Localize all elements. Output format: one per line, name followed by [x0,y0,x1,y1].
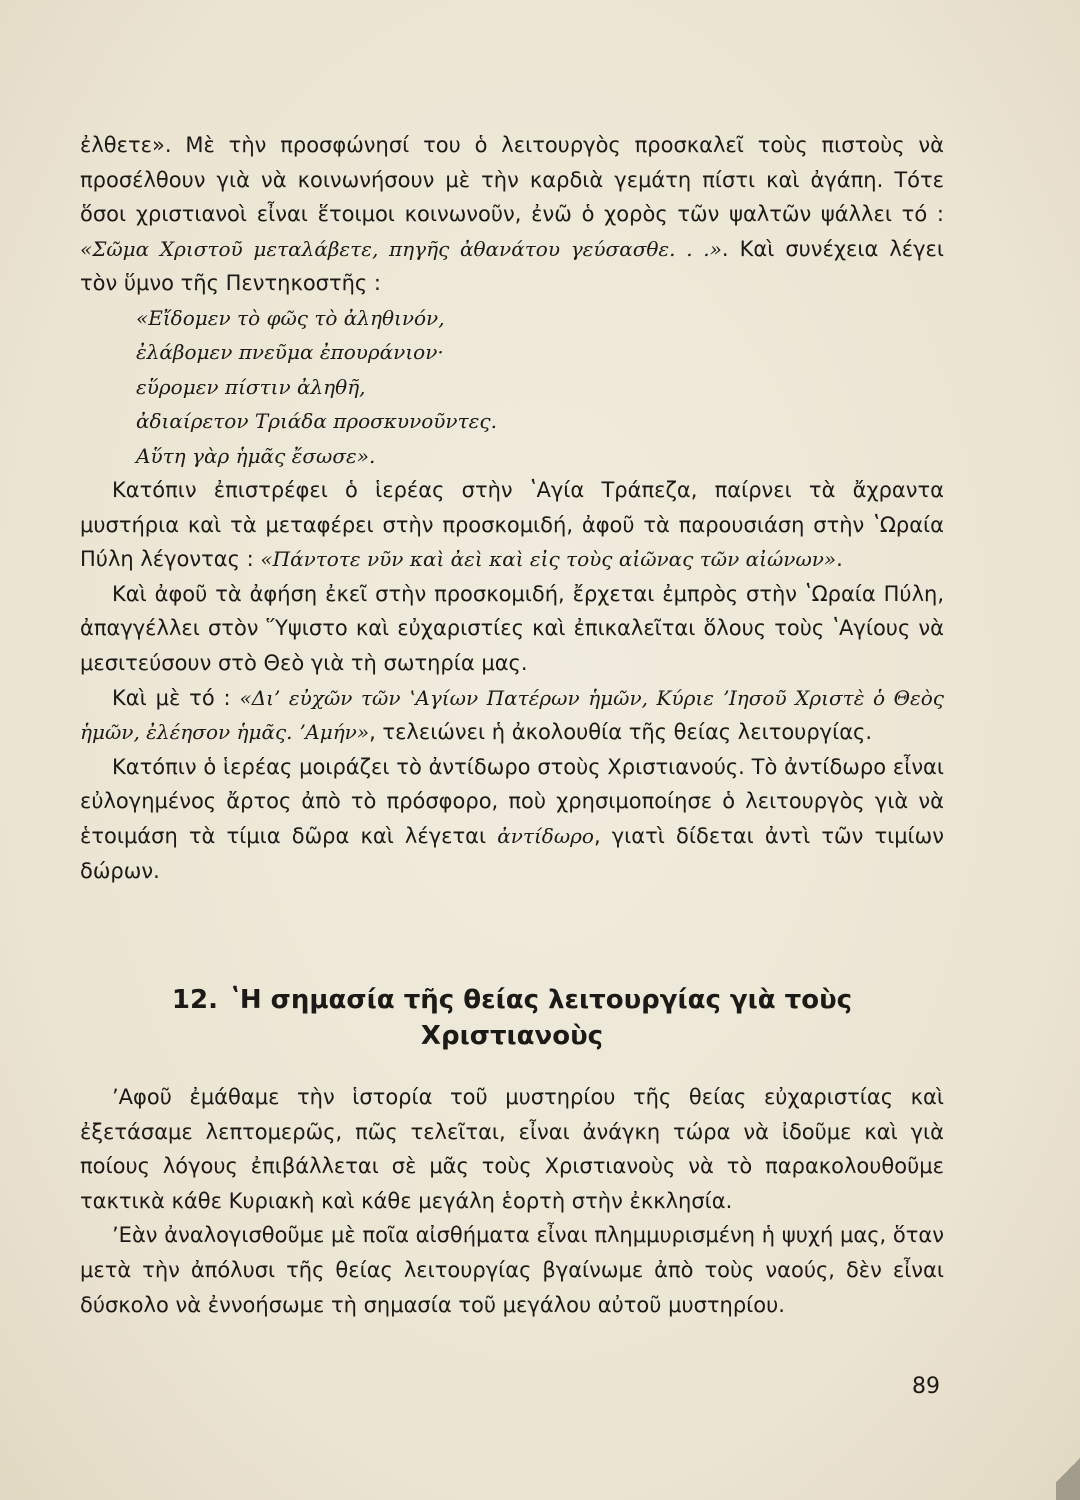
paragraph [80,577,944,681]
paragraph [80,681,944,750]
hymn-line: εὕρομεν πίστιν ἀληθῆ, [136,374,366,399]
text-run: . [836,547,843,572]
hymn-line: «Εἴδομεν τὸ φῶς τὸ ἀληθινόν, [136,305,445,330]
hymn-line: Αὕτη γὰρ ἡμᾶς ἔσωσε». [136,443,376,468]
page-number: 89 [912,1374,940,1399]
section-number: 12. [171,985,218,1015]
page-edge-shadow [1056,1440,1080,1500]
italic-quote: «Σῶμα Χριστοῦ μεταλάβετε, πηγῆς ἀθανάτου γεύσασθε. . .» [80,236,722,261]
italic-quote: «Πάντοτε νῦν καὶ ἀεὶ καὶ εἰς τοὺς αἰῶνας τῶν αἰώνων» [260,547,837,572]
hymn-line: ἐλάβομεν πνεῦμα ἐπουράνιον· [136,340,444,365]
paragraph: ʼΕὰν ἀναλογισθοῦμε μὲ ποῖα αἰσθήματα εἶναι πλημμυρισμένη ἡ ψυχή μας, ὅταν μετὰ τὴν ἀπόλυσι τῆς θείας λειτουργίας βγαίνωμε ἀπὸ τοὺς ναούς, δὲν εἶναι δύσκολο νὰ ἐννοήσωμε τὴ σημασία τοῦ μεγάλου αὐτοῦ μυστηρίου. [80,1223,944,1317]
italic-quote: «Δι’ εὐχῶν τῶν ʽΑγίων Πατέρων ἡμῶν, Κύριε ʼΙησοῦ Χριστὲ ὁ Θεὸς ἡμῶν, ἐλέησον ἡμᾶς. ʼΑμήν» [80,685,944,745]
text-run: Καὶ μὲ τό : [112,685,240,710]
text-run: Κατόπιν ἐπιστρέφει ὁ ἱερέας στὴν ʽΑγία Τράπεζα, παίρνει τὰ ἄχραντα μυστήρια καὶ τὰ μεταφέρει στὴν προσκομιδή, ἀφοῦ τὰ παρουσιάση στὴν ʽΩραία Πύλη λέγοντας : [80,478,944,572]
text-block-bottom [80,1080,944,1322]
paragraph-continuation [80,128,944,301]
text-run: . Καὶ συνέχεια λέγει τὸν ὕμνο τῆς Πεντηκοστῆς : [80,236,945,296]
italic-term: ἀντίδωρο [497,823,594,848]
paragraph [80,473,944,577]
pentecost-hymn [80,301,944,473]
text-run: Κατόπιν ὁ ἱερέας μοιράζει τὸ ἀντίδωρο στοὺς Χριστιανούς. Τὸ ἀντίδωρο εἶναι εὐλογημένος ἄρτος ἀπὸ τὸ πρόσφορο, ποὺ χρησιμοποίησε ὁ λειτουργὸς γιὰ νὰ ἑτοιμάση τὰ τίμια δῶρα καὶ λέγεται [80,754,944,848]
paragraph [80,750,944,888]
text-run: Καὶ ἀφοῦ τὰ ἀφήση ἐκεῖ στὴν προσκομιδή, ἔρχεται ἐμπρὸς στὴν ʽΩραία Πύλη, ἀπαγγέλλει στὸν Ὕψιστο καὶ εὐχαριστίες καὶ ἐπικαλεῖται ὅλους τοὺς ʽΑγίους νὰ μεσιτεύσουν στὸ Θεὸ γιὰ τὴ σωτηρία μας. [80,581,944,675]
section-heading [80,982,944,1054]
hymn-line: ἀδιαίρετον Τριάδα προσκυνοῦντες. [136,409,497,434]
text-run: ἐλθετε». Μὲ τὴν προσφώνησί του ὁ λειτουργὸς προσκαλεῖ τοὺς πιστοὺς νὰ προσέλθουν γιὰ νὰ κοινωνήσουν μὲ τὴν καρδιὰ γεμάτη πίστι καὶ ἀγάπη. Τότε ὅσοι χριστιανοὶ εἶναι ἕτοιμοι κοινωνοῦν, ἐνῶ ὁ χορὸς τῶν ψαλτῶν ψάλλει τό : [80,133,944,227]
text-run: , γιατὶ δίδεται ἀντὶ τῶν τιμίων δώρων. [80,823,944,883]
text-run: , τελειώνει ἡ ἀκολουθία τῆς θείας λειτουργίας. [369,720,873,745]
text-block-top [80,128,944,888]
paragraph: ʼΑφοῦ ἐμάθαμε τὴν ἱστορία τοῦ μυστηρίου τῆς θείας εὐχαριστίας καὶ ἐξετάσαμε λεπτομερῶς, πῶς τελεῖται, εἶναι ἀνάγκη τώρα νὰ ἰδοῦμε καὶ γιὰ ποίους λόγους ἐπιβάλλεται σὲ μᾶς τοὺς Χριστιανοὺς νὰ τὸ παρακολουθοῦμε τακτικὰ κάθε Κυριακὴ καὶ κάθε μεγάλη ἑορτὴ στὴν ἐκκλησία. [80,1085,944,1213]
section-title: ʽΗ σημασία τῆς θείας λειτουργίας γιὰ τοὺς Χριστιανοὺς [229,985,853,1051]
